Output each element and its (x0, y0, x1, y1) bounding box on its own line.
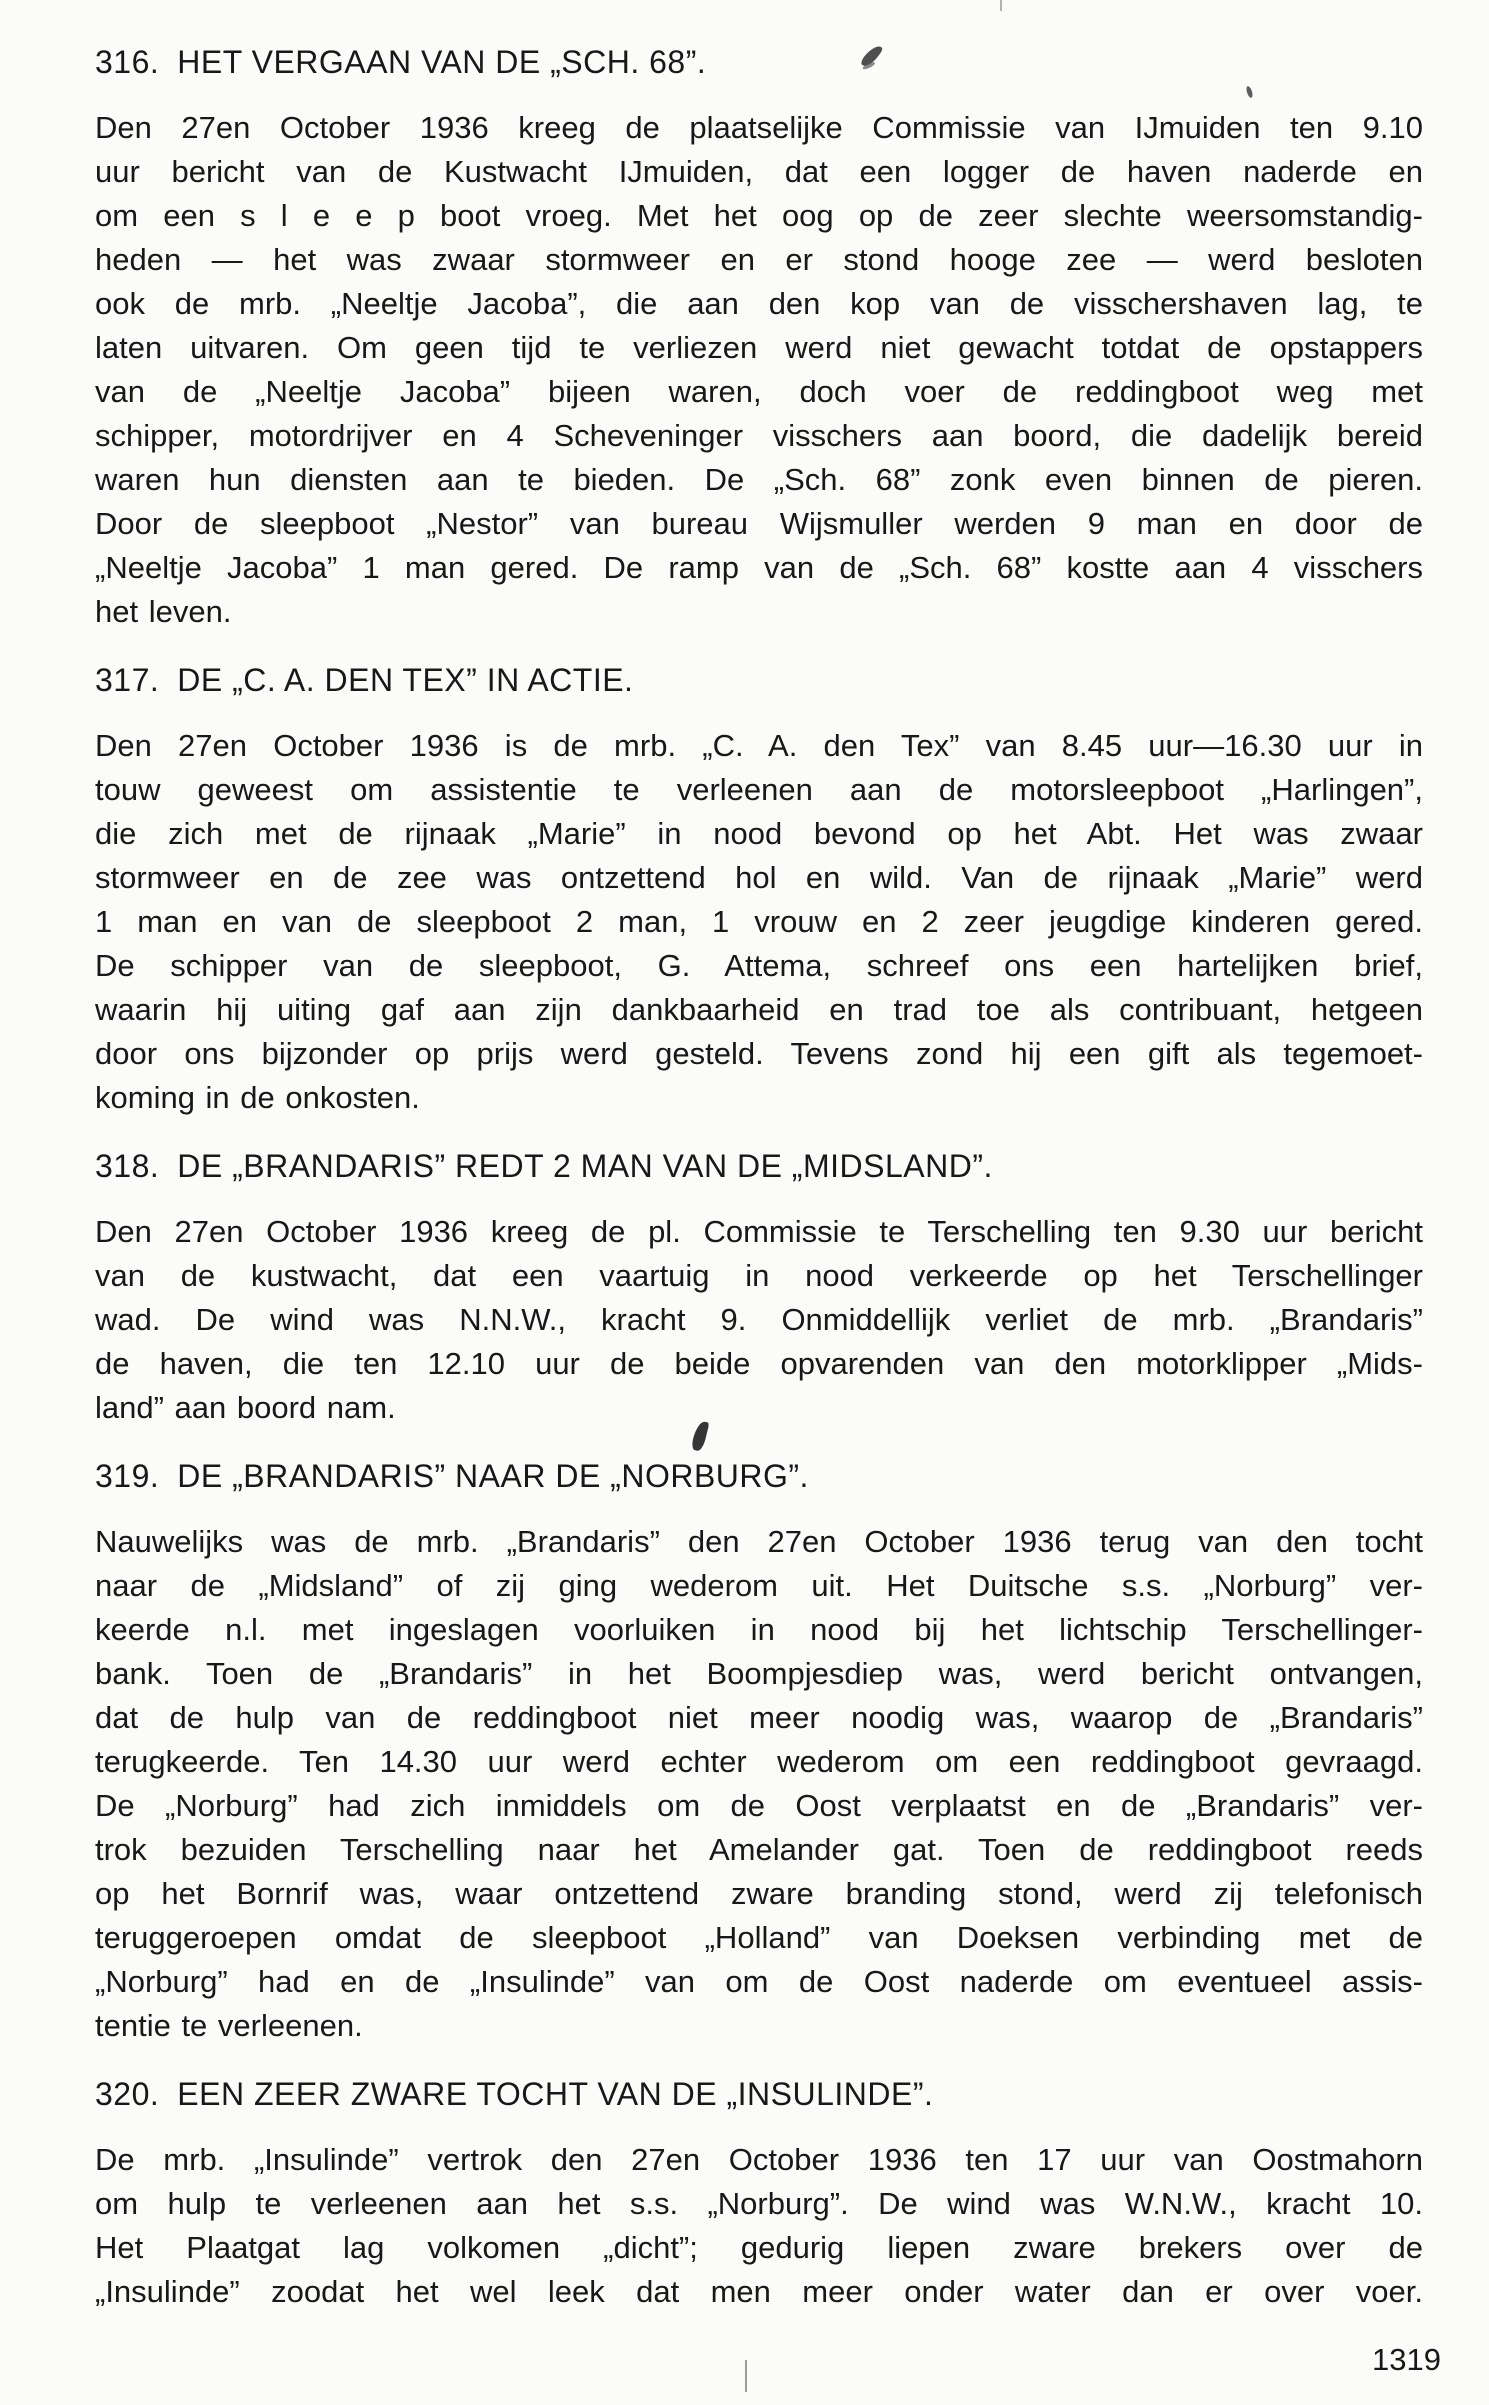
text-line: Den 27en October 1936 is de mrb. „C. A. den Tex” van 8.45 uur—16.30 uur in (95, 728, 1423, 763)
section-number: 318. (95, 1148, 160, 1184)
page-number: 1319 (1372, 2342, 1441, 2377)
section-316 (95, 40, 1423, 634)
section-heading (95, 2072, 1423, 2116)
text-line: Door de sleepboot „Nestor” van bureau Wijsmuller werden 9 man en door de (95, 506, 1423, 541)
paragraph (95, 1210, 1423, 1430)
section-number: 316. (95, 44, 160, 80)
text-line: waren hun diensten aan te bieden. De „Sch. 68” zonk even binnen de pieren. (95, 462, 1423, 497)
section-heading (95, 1144, 1423, 1188)
text-line: teruggeroepen omdat de sleepboot „Holland” van Doeksen verbinding met de (95, 1920, 1423, 1955)
text-line: op het Bornrif was, waar ontzettend zware branding stond, werd zij telefonisch (95, 1876, 1423, 1911)
scan-scratch (1000, 0, 1002, 11)
paragraph (95, 1520, 1423, 2048)
text-line: keerde n.l. met ingeslagen voorluiken in nood bij het lichtschip Terschellinger- (95, 1612, 1423, 1647)
text-line: land” aan boord nam. (95, 1390, 396, 1425)
section-number: 320. (95, 2076, 160, 2112)
text-line: naar de „Midsland” of zij ging wederom uit. Het Duitsche s.s. „Norburg” ver- (95, 1568, 1423, 1603)
text-line: touw geweest om assistentie te verleenen aan de motorsleepboot „Harlingen”, (95, 772, 1423, 807)
section-number: 319. (95, 1458, 160, 1494)
text-line: om een s l e e p boot vroeg. Met het oog op de zeer slechte weersomstandig- (95, 198, 1423, 233)
text-line: die zich met de rijnaak „Marie” in nood bevond op het Abt. Het was zwaar (95, 816, 1423, 851)
text-line: Het Plaatgat lag volkomen „dicht”; gedurig liepen zware brekers over de (95, 2230, 1423, 2265)
text-line: „Insulinde” zoodat het wel leek dat men meer onder water dan er over voer. (95, 2274, 1423, 2309)
text-line: 1 man en van de sleepboot 2 man, 1 vrouw en 2 zeer jeugdige kinderen gered. (95, 904, 1423, 939)
text-line: „Norburg” had en de „Insulinde” van om de Oost naderde om eventueel assis- (95, 1964, 1423, 1999)
text-line: de haven, die ten 12.10 uur de beide opvarenden van den motorklipper „Mids- (95, 1346, 1423, 1381)
section-title: EEN ZEER ZWARE TOCHT VAN DE „INSULINDE”. (177, 2076, 934, 2112)
text-line: schipper, motordrijver en 4 Scheveninger visschers aan boord, die dadelijk bereid (95, 418, 1423, 453)
paragraph (95, 2138, 1423, 2314)
text-line: dat de hulp van de reddingboot niet meer noodig was, waarop de „Brandaris” (95, 1700, 1423, 1735)
section-title: DE „BRANDARIS” NAAR DE „NORBURG”. (177, 1458, 809, 1494)
scan-scratch (745, 2360, 747, 2392)
text-line: koming in de onkosten. (95, 1080, 420, 1115)
section-title: DE „C. A. DEN TEX” IN ACTIE. (177, 662, 634, 698)
text-line: De schipper van de sleepboot, G. Attema, schreef ons een hartelijken brief, (95, 948, 1423, 983)
section-heading (95, 1454, 1423, 1498)
text-line: Nauwelijks was de mrb. „Brandaris” den 27en October 1936 terug van den tocht (95, 1524, 1423, 1559)
text-line: ook de mrb. „Neeltje Jacoba”, die aan den kop van de visschershaven lag, te (95, 286, 1423, 321)
text-line: „Neeltje Jacoba” 1 man gered. De ramp van de „Sch. 68” kostte aan 4 visschers (95, 550, 1423, 585)
text-line: terugkeerde. Ten 14.30 uur werd echter wederom om een reddingboot gevraagd. (95, 1744, 1423, 1779)
paragraph (95, 106, 1423, 634)
section-320 (95, 2072, 1423, 2314)
text-line: stormweer en de zee was ontzettend hol en wild. Van de rijnaak „Marie” werd (95, 860, 1423, 895)
text-line: door ons bijzonder op prijs werd gesteld. Tevens zond hij een gift als tegemoet- (95, 1036, 1423, 1071)
text-line: van de „Neeltje Jacoba” bijeen waren, doch voer de reddingboot weg met (95, 374, 1423, 409)
text-line: heden — het was zwaar stormweer en er stond hooge zee — werd besloten (95, 242, 1423, 277)
section-318 (95, 1144, 1423, 1430)
text-line: trok bezuiden Terschelling naar het Amelander gat. Toen de reddingboot reeds (95, 1832, 1423, 1867)
text-line: uur bericht van de Kustwacht IJmuiden, dat een logger de haven naderde en (95, 154, 1423, 189)
section-319 (95, 1454, 1423, 2048)
text-line: Den 27en October 1936 kreeg de plaatselijke Commissie van IJmuiden ten 9.10 (95, 110, 1423, 145)
section-title: DE „BRANDARIS” REDT 2 MAN VAN DE „MIDSLAND”. (177, 1148, 993, 1184)
text-line: laten uitvaren. Om geen tijd te verliezen werd niet gewacht totdat de opstappers (95, 330, 1423, 365)
text-line: bank. Toen de „Brandaris” in het Boompjesdiep was, werd bericht ontvangen, (95, 1656, 1423, 1691)
section-number: 317. (95, 662, 160, 698)
text-line: tentie te verleenen. (95, 2008, 363, 2043)
text-line: het leven. (95, 594, 232, 629)
section-317 (95, 658, 1423, 1120)
section-title: HET VERGAAN VAN DE „SCH. 68”. (177, 44, 707, 80)
text-line: Den 27en October 1936 kreeg de pl. Commissie te Terschelling ten 9.30 uur bericht (95, 1214, 1423, 1249)
text-line: van de kustwacht, dat een vaartuig in nood verkeerde op het Terschellinger (95, 1258, 1423, 1293)
text-line: waarin hij uiting gaf aan zijn dankbaarheid en trad toe als contribuant, hetgeen (95, 992, 1423, 1027)
text-line: De mrb. „Insulinde” vertrok den 27en October 1936 ten 17 uur van Oostmahorn (95, 2142, 1423, 2177)
section-heading (95, 658, 1423, 702)
section-heading (95, 40, 1423, 84)
text-line: De „Norburg” had zich inmiddels om de Oost verplaatst en de „Brandaris” ver- (95, 1788, 1423, 1823)
text-line: om hulp te verleenen aan het s.s. „Norburg”. De wind was W.N.W., kracht 10. (95, 2186, 1423, 2221)
text-line: wad. De wind was N.N.W., kracht 9. Onmiddellijk verliet de mrb. „Brandaris” (95, 1302, 1423, 1337)
paragraph (95, 724, 1423, 1120)
